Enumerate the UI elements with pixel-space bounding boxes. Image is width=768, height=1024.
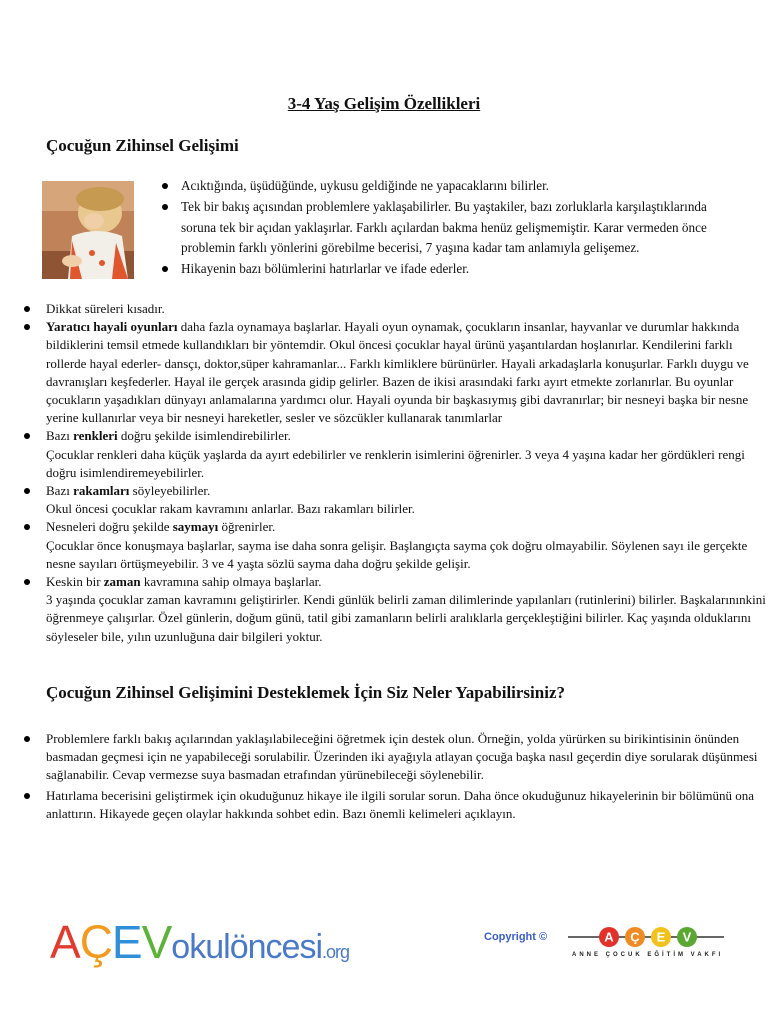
logo-letter: s xyxy=(299,928,316,966)
acev-okuloncesi-logo[interactable] xyxy=(50,915,349,969)
logo-letter: E xyxy=(111,916,142,968)
item-detail: Okul öncesi çocuklar rakam kavramını anlarlar. Bazı rakamları bilirler. xyxy=(46,501,415,517)
list-item: Hikayenin bazı bölümlerini hatırlarlar ve ifade ederler. xyxy=(181,259,726,280)
list-item xyxy=(46,427,768,482)
intro-bullet-list xyxy=(181,176,726,280)
item-text: daha fazla oynamaya başlarlar. Hayali oyun oynamak, çocukların insanlar, hayvanlar ve durumlar hakkında bildiklerini temsil etmede kullandıkları bir yöntemdir. Okul öncesi çocuklar hayal ürünü yaşantılardan hoşlanırlar. Kendilerini farklı rollerde hayal ederler- dansçı, doktor,süper kahramanlar... Farklı kimliklere bürünürler. Hayali arkadaşlarla konuşurlar. Farklı duygu ve davranışları keşfederler. Hayal ile gerçek arasında gidip gelirler. Bazen de ikisi arasındaki farkı ayırt etmekte zorlanırlar. Bu oyunlar çocukların yaşadıkları dünyayı anlamalarına yardımcı olur. Hayali oyunda bir başkasıymış gibi davranırlar; bir nesneyi başka bir nesne yerine kullanırlar veya bir nesneyi hareketler, sesler ve sözcükler kullanarak tanımlarlar xyxy=(46,319,749,426)
list-item: Tek bir bakış açısından problemlere yaklaşabilirler. Bu yaştakiler, bazı zorluklarla karşılaştıklarında soruna tek bir açıdan yaklaşırlar. Farklı açılardan bakma henüz gelişmemiştir. Karar vermeden önce problemin farklı yönlerini görebilme becerisi, 7 yaşına kadar tam anlamıyla gelişemez. xyxy=(181,197,726,259)
list-item: Problemlere farklı bakış açılarından yaklaşılabileceğini öğretmek için destek olun. Örneğin, yolda yürürken su birikintisinin önünden basmadan geçmesi için ne yapabileceği sorulabilir. Üzerinden iki ayağıyla atlayan çocuğa başka nasıl geçerdin diye sorularak düşünmesi sağlanabilir. Cevap vermezse suya basmadan etrafından yürünebileceği söylenebilir. xyxy=(46,730,768,785)
logo-letter: i xyxy=(315,928,323,966)
list-item: Hatırlama becerisini geliştirmek için okuduğunuz hikaye ile ilgili sorular sorun. Daha önce okuduğunuz hikayelerinin bir bölümünü ona anlattırın. Hikayede geçen olaylar hakkında sohbet edin. Bazı önemli kelimeleri açıklayın. xyxy=(46,787,768,823)
item-text: Nesneleri doğru şekilde xyxy=(46,519,173,535)
child-photo xyxy=(42,181,134,279)
item-bold: Yaratıcı hayali oyunları xyxy=(46,319,178,335)
item-text: Bazı xyxy=(46,483,74,499)
logo-letter: k xyxy=(189,928,206,966)
logo-letter: c xyxy=(265,928,282,966)
item-bold: renkleri xyxy=(73,428,118,444)
list-item xyxy=(46,573,768,646)
acev-letter: V xyxy=(682,929,692,945)
logo-letter: Ç xyxy=(79,916,112,968)
list-item xyxy=(46,518,768,573)
logo-letter: ö xyxy=(229,928,248,966)
logo-letter: A xyxy=(50,916,80,968)
acev-subtitle: ANNE ÇOCUK EĞİTİM VAKFI xyxy=(572,952,724,958)
section-title-support: Çocuğun Zihinsel Gelişimini Desteklemek İçin Siz Neler Yapabilirsiniz? xyxy=(46,683,565,702)
item-detail: Çocuklar önce konuşmaya başlarlar, sayma ise daha sonra gelişir. Başlangıçta sayma çok doğru olmayabilir. Söylenen sayı ile gerçekte nesne sayıları örtüşmeyebilir. 3 ve 4 yaşta sözlü sayma daha doğru şekilde gelişir. xyxy=(46,537,748,571)
item-bold: saymayı xyxy=(172,519,219,535)
item-detail: 3 yaşında çocuklar zaman kavramını geliştirirler. Kendi günlük belirli zaman dilimlerinde yapılanları (rutinlerini) bilirler. Başkalarınınkini öğrenmeye çalışırlar. Özel günlerin, doğum günü, tatil gibi zamanların belirli aralıklarla gerçekleştiğini bilirler. Kaç yaşında olduklarını söyleseler bile, yılın uzunluğuna dair bilgileri yoktur. xyxy=(46,592,766,644)
logo-letter: .org xyxy=(322,942,350,962)
acev-letter: E xyxy=(656,929,666,945)
logo-letter: u xyxy=(205,928,224,966)
list-item xyxy=(46,300,768,318)
tips-bullet-list xyxy=(46,730,768,823)
logo-letter: l xyxy=(223,928,230,966)
acev-letter: Ç xyxy=(630,929,640,945)
logo-letter: o xyxy=(171,928,190,966)
list-item: Acıktığında, üşüdüğünde, uykusu geldiğinde ne yapacaklarını bilirler. xyxy=(181,176,726,197)
item-bold: zaman xyxy=(103,574,141,590)
acev-letter: A xyxy=(604,929,614,945)
section-title-cognitive: Çocuğun Zihinsel Gelişimi xyxy=(46,136,239,155)
logo-letter: e xyxy=(281,928,300,966)
item-text: söyleyebilirler. xyxy=(129,483,211,499)
item-text: doğru şekilde isimlendirebilirler. xyxy=(117,428,291,444)
item-text: Bazı xyxy=(46,428,74,444)
copyright-text: Copyright © xyxy=(484,931,548,943)
development-bullet-list xyxy=(46,300,768,646)
logo-letter: n xyxy=(247,928,266,966)
list-item xyxy=(46,482,768,518)
item-text: Keskin bir xyxy=(46,574,104,590)
item-detail: Çocuklar renkleri daha küçük yaşlarda da ayırt edebilirler ve renklerin isimlerini öğrenirler. 3 veya 4 yaşına kadar her gördükleri rengi doğru isimlendiremeyebilirler. xyxy=(46,446,745,480)
item-text: kavramına sahip olmaya başlarlar. xyxy=(140,574,322,590)
item-bold: rakamları xyxy=(73,483,130,499)
logo-letter: V xyxy=(141,916,172,968)
acev-foundation-logo[interactable] xyxy=(568,924,724,950)
item-text: Dikkat süreleri kısadır. xyxy=(46,301,165,316)
page-title: 3-4 Yaş Gelişim Özellikleri xyxy=(287,94,481,113)
list-item xyxy=(46,318,768,427)
item-text: öğrenirler. xyxy=(218,519,276,535)
